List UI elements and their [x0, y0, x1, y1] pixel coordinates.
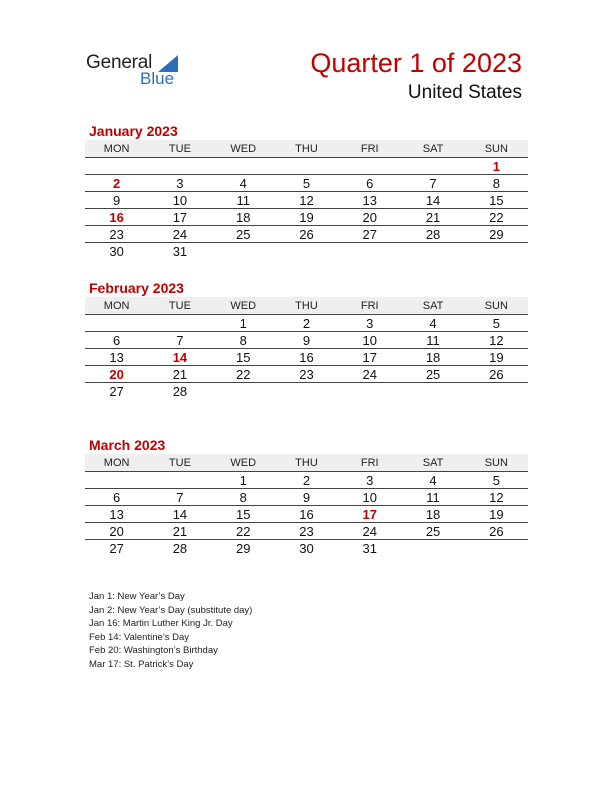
day-cell: 1 — [465, 158, 528, 175]
day-cell — [85, 472, 148, 489]
week-row — [85, 489, 528, 506]
day-cell: 29 — [465, 226, 528, 243]
day-cell: 3 — [338, 472, 401, 489]
day-cell: 3 — [338, 315, 401, 332]
weekday-header: WED — [212, 297, 275, 315]
day-cell — [148, 158, 211, 175]
country-name: United States — [407, 82, 522, 103]
day-cell: 7 — [148, 332, 211, 349]
day-cell — [465, 243, 528, 260]
holiday-item: Mar 17: St. Patrick’s Day — [89, 658, 194, 670]
day-cell: 20 — [85, 523, 148, 540]
day-cell: 14 — [148, 506, 211, 523]
week-row — [85, 226, 528, 243]
day-cell: 9 — [275, 489, 338, 506]
day-cell — [212, 383, 275, 400]
weekday-header: SUN — [465, 454, 528, 472]
week-row — [85, 366, 528, 383]
weekday-header: TUE — [148, 140, 211, 158]
week-row — [85, 523, 528, 540]
calendar-grid — [85, 454, 528, 556]
day-cell: 31 — [172, 243, 188, 259]
weekday-header: SAT — [401, 140, 464, 158]
day-cell: 27 — [109, 383, 124, 399]
day-cell: 9 — [275, 332, 338, 349]
day-cell: 15 — [465, 192, 528, 209]
day-cell: 24 — [338, 523, 401, 540]
week-row — [85, 243, 528, 260]
weekday-header: SUN — [465, 297, 528, 315]
day-cell: 7 — [401, 175, 464, 192]
day-cell: 12 — [465, 489, 528, 506]
week-row — [85, 506, 528, 523]
day-cell: 5 — [465, 472, 528, 489]
day-cell — [401, 383, 464, 400]
weekday-header: SAT — [401, 297, 464, 315]
day-cell — [465, 383, 528, 400]
day-cell: 10 — [338, 332, 401, 349]
day-cell: 4 — [401, 315, 464, 332]
day-cell: 14 — [401, 192, 464, 209]
weekday-header: SAT — [401, 454, 464, 472]
logo — [86, 52, 196, 92]
day-cell — [401, 540, 464, 557]
day-cell: 10 — [338, 489, 401, 506]
day-cell: 6 — [338, 175, 401, 192]
weekday-header: MON — [85, 297, 148, 315]
day-cell: 8 — [212, 332, 275, 349]
day-cell: 21 — [148, 523, 211, 540]
holiday-item: Jan 16: Martin Luther King Jr. Day — [89, 618, 233, 629]
weekday-header: FRI — [338, 454, 401, 472]
day-cell: 24 — [148, 226, 211, 243]
day-cell — [275, 158, 338, 175]
day-cell: 22 — [465, 209, 528, 226]
day-cell: 24 — [338, 366, 401, 383]
month-title: January 2023 — [89, 123, 178, 139]
holiday-item: Feb 20: Washington’s Birthday — [89, 645, 218, 656]
week-row — [85, 349, 528, 366]
day-cell: 2 — [275, 472, 338, 489]
day-cell: 11 — [401, 489, 464, 506]
day-cell — [275, 243, 338, 260]
logo-text-blue: Blue — [140, 69, 175, 88]
day-cell: 27 — [109, 540, 124, 556]
day-cell: 30 — [299, 540, 314, 556]
day-cell: 20 — [85, 366, 148, 383]
day-cell: 6 — [85, 332, 148, 349]
month-february — [85, 279, 528, 399]
week-row — [85, 158, 528, 175]
weekday-header: THU — [275, 454, 338, 472]
day-cell: 23 — [275, 523, 338, 540]
day-cell: 4 — [401, 472, 464, 489]
day-cell — [401, 158, 464, 175]
day-cell: 5 — [465, 315, 528, 332]
holiday-item: Feb 14: Valentine’s Day — [89, 631, 189, 643]
week-row — [85, 192, 528, 209]
day-cell — [465, 540, 528, 557]
day-cell: 31 — [362, 540, 377, 556]
day-cell: 23 — [275, 366, 338, 383]
day-cell: 16 — [275, 349, 338, 366]
day-cell: 29 — [235, 540, 251, 556]
holiday-item: Jan 1: New Year’s Day — [89, 591, 185, 602]
day-cell — [85, 315, 148, 332]
day-cell: 25 — [401, 523, 464, 540]
week-row — [85, 472, 528, 489]
day-cell: 18 — [212, 209, 275, 226]
day-cell: 1 — [212, 315, 275, 332]
day-cell: 12 — [275, 192, 338, 209]
day-cell: 25 — [212, 226, 275, 243]
day-cell: 13 — [338, 192, 401, 209]
weekday-header: THU — [275, 140, 338, 158]
week-row — [85, 175, 528, 192]
day-cell — [338, 158, 401, 175]
weekday-header: TUE — [148, 454, 211, 472]
day-cell — [212, 158, 275, 175]
day-cell: 8 — [212, 489, 275, 506]
week-row — [85, 383, 528, 400]
day-cell: 22 — [212, 523, 275, 540]
day-cell: 21 — [148, 366, 211, 383]
day-cell: 17 — [338, 349, 401, 366]
day-cell — [85, 158, 148, 175]
weekday-header: MON — [85, 454, 148, 472]
day-cell: 26 — [465, 523, 528, 540]
day-cell: 1 — [212, 472, 275, 489]
day-cell — [401, 243, 464, 260]
day-cell — [212, 243, 275, 260]
day-cell: 9 — [85, 192, 148, 209]
week-row — [85, 540, 528, 557]
weekday-header: WED — [212, 454, 275, 472]
weekday-header: MON — [85, 140, 148, 158]
day-cell: 19 — [275, 209, 338, 226]
day-cell: 4 — [212, 175, 275, 192]
weekday-header: FRI — [338, 140, 401, 158]
month-january — [85, 122, 528, 259]
day-cell: 26 — [465, 366, 528, 383]
calendar-grid — [85, 140, 528, 259]
day-cell: 17 — [338, 506, 401, 523]
day-cell: 13 — [85, 506, 148, 523]
week-row — [85, 209, 528, 226]
logo-text-general: General — [86, 52, 153, 73]
day-cell: 11 — [212, 192, 275, 209]
day-cell: 22 — [212, 366, 275, 383]
day-cell — [338, 383, 401, 400]
day-cell: 20 — [338, 209, 401, 226]
month-title: March 2023 — [89, 437, 166, 453]
weekday-header: SUN — [465, 140, 528, 158]
day-cell: 11 — [401, 332, 464, 349]
day-cell: 30 — [109, 243, 124, 259]
weekday-header: FRI — [338, 297, 401, 315]
day-cell: 28 — [172, 383, 188, 399]
day-cell: 5 — [275, 175, 338, 192]
day-cell — [148, 472, 211, 489]
day-cell: 2 — [275, 315, 338, 332]
day-cell: 18 — [401, 506, 464, 523]
day-cell — [148, 315, 211, 332]
day-cell: 16 — [275, 506, 338, 523]
weekday-header: TUE — [148, 297, 211, 315]
day-cell — [338, 243, 401, 260]
day-cell: 14 — [148, 349, 211, 366]
month-march — [85, 436, 528, 556]
day-cell: 3 — [148, 175, 211, 192]
day-cell — [275, 383, 338, 400]
holiday-list — [89, 590, 252, 671]
week-row — [85, 332, 528, 349]
day-cell: 27 — [338, 226, 401, 243]
weekday-header: THU — [275, 297, 338, 315]
calendar-grid — [85, 297, 528, 399]
day-cell: 17 — [148, 209, 211, 226]
day-cell: 12 — [465, 332, 528, 349]
day-cell: 26 — [275, 226, 338, 243]
day-cell: 10 — [148, 192, 211, 209]
day-cell: 16 — [85, 209, 148, 226]
day-cell: 7 — [148, 489, 211, 506]
day-cell: 13 — [85, 349, 148, 366]
day-cell: 25 — [401, 366, 464, 383]
day-cell: 28 — [401, 226, 464, 243]
day-cell: 28 — [172, 540, 188, 556]
day-cell: 15 — [212, 349, 275, 366]
page-title: Quarter 1 of 2023 — [310, 48, 522, 78]
day-cell: 21 — [401, 209, 464, 226]
day-cell: 23 — [85, 226, 148, 243]
day-cell: 19 — [465, 349, 528, 366]
day-cell: 19 — [465, 506, 528, 523]
day-cell: 18 — [401, 349, 464, 366]
day-cell: 8 — [465, 175, 528, 192]
week-row — [85, 315, 528, 332]
day-cell: 2 — [85, 175, 148, 192]
holiday-item: Jan 2: New Year’s Day (substitute day) — [89, 604, 253, 616]
day-cell: 6 — [85, 489, 148, 506]
month-title: February 2023 — [89, 280, 184, 296]
day-cell: 15 — [212, 506, 275, 523]
weekday-header: WED — [212, 140, 275, 158]
